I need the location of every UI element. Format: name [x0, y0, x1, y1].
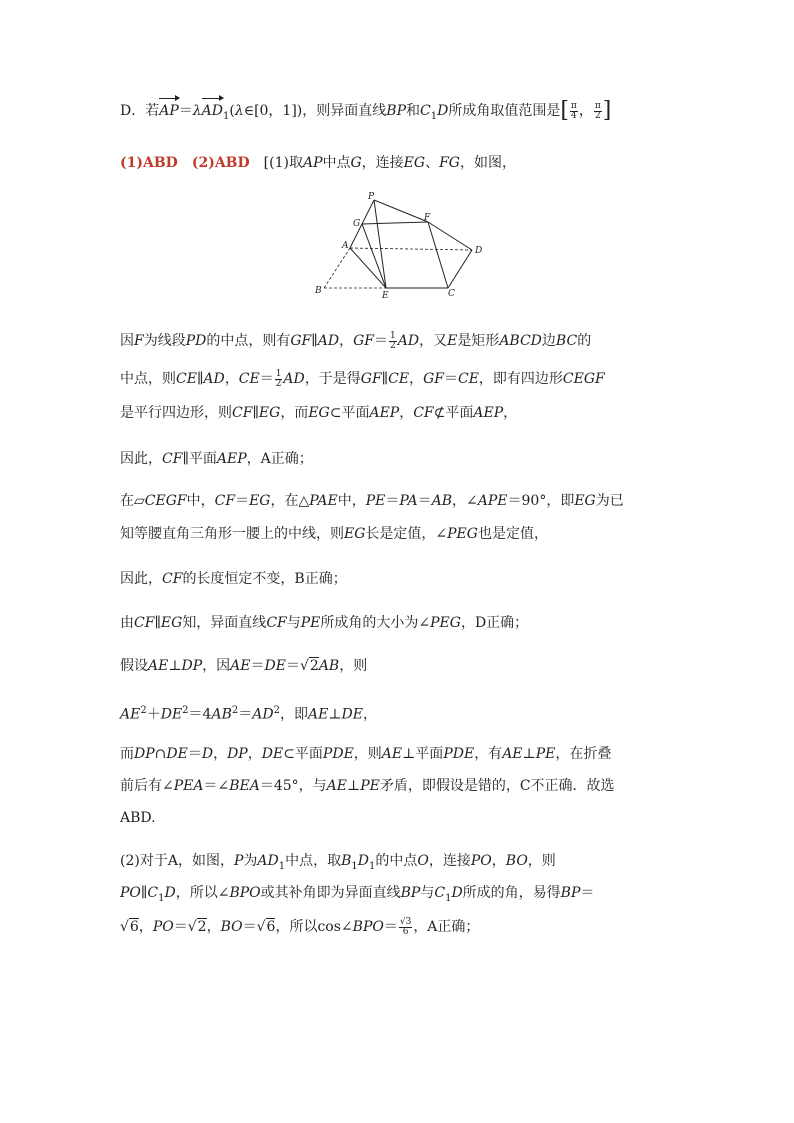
text-line: 而DP∩DE＝D，DP，DE⊂平面PDE，则AE⊥平面PDE，有AE⊥PE，在折叠	[120, 746, 612, 762]
text-line: 由CF∥EG知，异面直线CF与PE所成角的大小为∠PEG，D正确；	[120, 615, 529, 631]
text-line: 在▱CEGF中，CF＝EG，在△PAE中，PE＝PA＝AB，∠APE＝90°，即EG为已	[120, 493, 624, 509]
text-line: (2)对于A，如图，P为$AD_1$中点，取$B_1D_1$的中点O，连接PO，BO，则	[120, 853, 556, 872]
text-line: 因此，CF∥平面AEP，A正确；	[120, 451, 313, 467]
text-line: 因F为线段PD的中点，则有GF∥AD，GF＝ $\frac{1}{2}$ AD，又E是矩形ABCD边BC的	[120, 330, 592, 351]
geometry-figure	[300, 190, 500, 305]
text-line: 知等腰直角三角形一腰上的中线，则EG长是定值，∠PEG也是定值，	[120, 526, 548, 542]
label-p: P	[368, 192, 375, 202]
label-a: A	[342, 241, 349, 251]
text-line: ABD.	[120, 810, 156, 826]
text-line: √6，PO＝√2，BO＝√6，所以cos∠BPO＝ $\frac{√3}{6}$ ，A正确；	[120, 916, 480, 937]
label-f: F	[424, 213, 431, 223]
text-line: 是平行四边形，则CF∥EG，而EG⊂平面AEP，CF⊄平面AEP，	[120, 405, 518, 421]
answer-key: (1)ABD (2)ABD	[120, 155, 250, 171]
text-line: $PO\parallel C_1D$，所以∠BPO或其补角即为异面直线BP与$C_1D$所成的角，易得BP＝	[120, 885, 595, 904]
text-line: 中点，则CE∥AD，CE＝ $\frac{1}{2}$ AD，于是得GF∥CE，GF＝CE，即有四边形CEGF	[120, 368, 605, 389]
label-c: C	[448, 289, 455, 299]
text-line: 因此，CF的长度恒定不变，B正确；	[120, 571, 347, 587]
label-e: E	[382, 291, 389, 301]
label-b: B	[315, 286, 322, 296]
label-g: G	[353, 219, 361, 229]
answer-line: (1)ABD (2)ABD [(1)取AP中点G，连接EG、FG，如图，	[120, 155, 516, 171]
text-line: 前后有∠PEA＝∠BEA＝45°，与AE⊥PE矛盾，即假设是错的，C不正确．故选	[120, 778, 615, 794]
label-d: D	[475, 246, 483, 256]
text-line: $AE^2+DE^2=4AB^2=AD^2$，即AE⊥DE，	[120, 705, 377, 723]
text-line: 假设AE⊥DP，因AE＝DE＝√2AB，则	[120, 658, 368, 674]
option-d-line: D．若AP＝λAD$_1$(λ∈[0，1])，则异面直线BP和$C_1D$所成角取值范围是[ $\frac{\pi}{4}$ ， $\frac{\pi}{2}$ ]	[120, 98, 612, 123]
